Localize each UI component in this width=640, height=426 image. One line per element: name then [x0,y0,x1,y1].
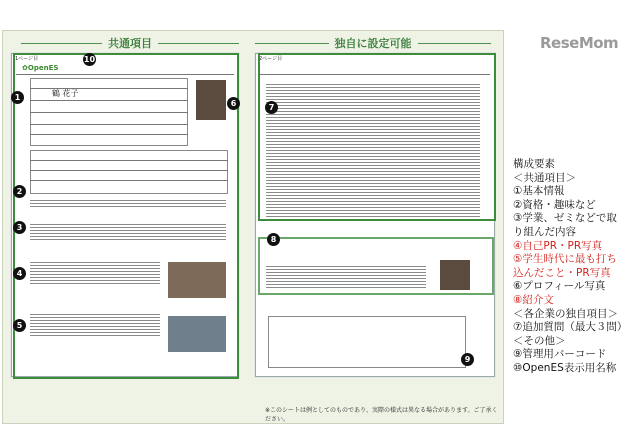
legend-item: ⑧紹介文 [513,293,554,306]
component-legend [513,158,638,376]
intro-area-outline [258,237,494,295]
section-custom-header: 独自に設定可能 [255,35,491,51]
marker-2: 2 [13,185,26,198]
page-2-label: 2ページ目 [259,56,283,62]
common-area-outline [13,53,239,379]
legend-item: ②資格・趣味など [513,198,596,211]
resemom-logo: ReseMom [540,34,619,52]
legend-item: り組んだ内容 [513,225,576,238]
marker-10: 10 [83,55,96,64]
legend-item: ＜各企業の独自項目＞ [513,307,618,320]
marker-7: 7 [265,101,278,114]
marker-3: 3 [13,221,26,234]
legend-item: ①基本情報 [513,185,565,198]
marker-5: 5 [13,319,26,332]
legend-item: ⑨管理用バーコード [513,348,607,361]
custom-area-outline [258,53,496,221]
legend-item: ⑤学生時代に最も打ち [513,253,617,266]
legend-heading: 構成要素 [513,158,555,170]
legend-item: ③学業、ゼミなどで取 [513,212,617,225]
legend-item: ＜共通項目＞ [513,171,576,184]
legend-item: ＜その他＞ [513,334,566,347]
page-1-label: 1ページ目 [15,56,39,62]
sheet-footer-note: ※このシートは例としてのものであり、実際の様式は異なる場合があります。ご了承ください。 [265,407,498,423]
legend-item: ⑥プロフィール写真 [513,280,606,293]
marker-1: 1 [11,91,24,104]
marker-6: 6 [227,97,240,110]
applicant-name: 鶴 花子 [52,89,79,98]
es-sheet-frame [2,30,504,424]
legend-item: ④自己PR・PR写真 [513,239,603,252]
legend-item: 込んだこと・PR写真 [513,266,611,279]
legend-item: ⑩OpenES表示用名称 [513,361,617,374]
marker-8: 8 [267,233,280,246]
section-common-header: 共通項目 [21,35,239,51]
openes-logo: ✿OpenES [22,64,59,72]
memo-box [268,316,466,368]
legend-items [513,172,638,376]
marker-9: 9 [461,353,474,366]
legend-item: ⑦追加質問（最大３問） [513,321,628,334]
marker-4: 4 [13,267,26,280]
